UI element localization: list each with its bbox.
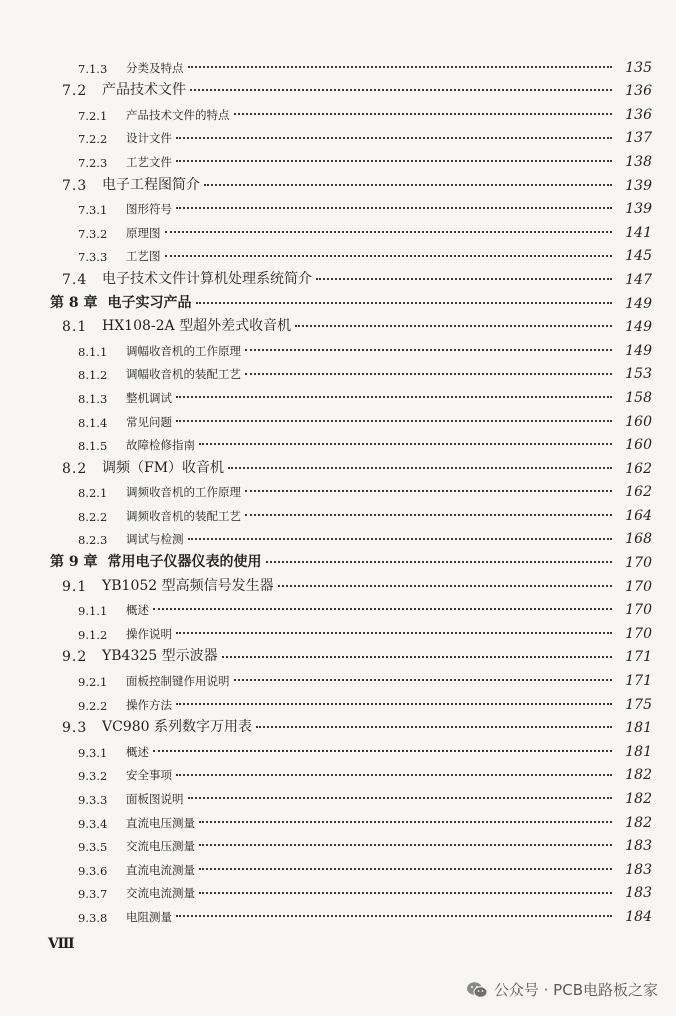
toc-entry-title: 图形符号 [126, 202, 172, 217]
toc-entry-title: 调幅收音机的装配工艺 [126, 367, 241, 382]
dot-leader [176, 160, 612, 162]
toc-entry[interactable] [0, 736, 676, 760]
toc-entry-title: 分类及特点 [126, 60, 184, 75]
toc-entry-number: 7.3 [62, 177, 88, 194]
toc-entry-number: 第 9 章 [50, 554, 98, 571]
toc-entry-page: 171 [625, 673, 652, 690]
toc-entry-page: 138 [625, 153, 652, 170]
toc-entry-title: 概述 [126, 603, 149, 618]
toc-entry-title: HX108-2A 型超外差式收音机 [102, 318, 292, 335]
dot-leader [245, 490, 612, 492]
toc-entry[interactable] [0, 335, 676, 359]
toc-entry-title: VC980 系列数字万用表 [102, 719, 252, 736]
toc-entry-number: 9.2.2 [78, 698, 108, 713]
dot-leader [234, 113, 613, 115]
dot-leader [190, 89, 612, 91]
toc-entry-number: 9.1.2 [78, 627, 108, 642]
toc-entry-number: 7.3.1 [78, 203, 108, 218]
toc-entry-number: 8.2.3 [78, 533, 108, 548]
toc-entry-page: 162 [625, 484, 652, 501]
toc-entry-title: 整机调试 [126, 390, 172, 405]
toc-entry[interactable] [0, 524, 676, 548]
toc-entry-page: 139 [625, 177, 652, 194]
toc-entry-page: 182 [625, 791, 652, 807]
toc-entry[interactable] [0, 689, 676, 713]
toc-entry[interactable] [0, 194, 676, 218]
dot-leader [245, 514, 612, 516]
toc-entry-page: 183 [625, 838, 652, 855]
toc-entry-title: 交流电流测量 [126, 886, 195, 901]
toc-entry-title: 设计文件 [126, 131, 172, 146]
toc-entry-title: 工艺图 [126, 249, 161, 264]
toc-entry-number: 8.2.1 [78, 486, 108, 501]
dot-leader [176, 774, 612, 776]
dot-leader [199, 868, 612, 870]
watermark-text: 公众号 · PCB电路板之家 [493, 981, 658, 999]
dot-leader [222, 656, 612, 658]
toc-entry[interactable] [0, 783, 676, 807]
toc-entry-title: YB4325 型示波器 [102, 648, 218, 665]
toc-entry[interactable] [0, 453, 676, 477]
toc-entry-page: 183 [625, 861, 652, 878]
toc-entry[interactable] [0, 760, 676, 784]
dot-leader [266, 561, 613, 563]
toc-entry-title: 产品技术文件 [102, 82, 186, 99]
dot-leader [256, 726, 612, 728]
toc-entry[interactable] [0, 878, 676, 902]
toc-entry-number: 7.2.1 [78, 108, 108, 123]
dot-leader [199, 892, 612, 894]
watermark [466, 979, 658, 1000]
toc-entry-title: 电子技术文件计算机处理系统简介 [102, 270, 312, 287]
toc-entry-title: 电阻测量 [126, 909, 172, 924]
toc-entry[interactable] [0, 312, 676, 336]
toc-entry-number: 9.3 [62, 720, 88, 737]
toc-entry-page: 162 [625, 460, 652, 477]
dot-leader [188, 797, 613, 799]
toc-entry-title: 调试与检测 [126, 532, 184, 547]
toc-entry-number: 8.1.5 [78, 439, 108, 454]
dot-leader [188, 538, 613, 540]
page-number-roman: Ⅷ [48, 936, 74, 952]
toc-entry-page: 175 [625, 696, 652, 713]
toc-entry-page: 149 [625, 295, 652, 312]
toc-entry[interactable] [0, 123, 676, 147]
toc-entry-number: 7.3.2 [78, 226, 108, 241]
dot-leader [176, 703, 612, 705]
toc-entry[interactable] [0, 217, 676, 241]
toc-entry-page: 168 [625, 531, 652, 548]
dot-leader [188, 66, 613, 68]
toc-entry-title: 直流电流测量 [126, 862, 195, 877]
toc-entry-title: 面板控制键作用说明 [126, 674, 230, 689]
dot-leader [295, 325, 612, 327]
toc-entry-number: 8.1.4 [78, 415, 108, 430]
toc-entry-number: 7.3.3 [78, 250, 108, 265]
toc-entry[interactable] [0, 359, 676, 383]
toc-entry-title: 概述 [126, 744, 149, 759]
dot-leader [153, 608, 612, 610]
toc-entry[interactable] [0, 901, 676, 925]
toc-entry-title: 工艺文件 [126, 154, 172, 169]
toc-entry-page: 136 [625, 106, 652, 123]
toc-entry[interactable] [0, 477, 676, 501]
toc-entry-number: 9.1.1 [78, 604, 108, 619]
toc-entry-number: 8.1.2 [78, 368, 108, 383]
toc-entry-number: 9.2 [62, 649, 88, 666]
toc-entry-page: 158 [625, 389, 652, 406]
toc-entry-page: 170 [625, 602, 652, 619]
toc-entry-page: 181 [625, 743, 652, 760]
toc-entry-number: 9.3.7 [78, 887, 108, 902]
toc-entry-page: 153 [625, 366, 652, 383]
toc-entry-number: 9.3.6 [78, 863, 108, 878]
toc-entry[interactable] [0, 642, 676, 666]
toc-entry-title: 故障检修指南 [126, 438, 195, 453]
toc-entry-page: 181 [625, 720, 652, 737]
toc-entry-page: 160 [625, 437, 652, 454]
toc-entry[interactable] [0, 713, 676, 737]
dot-leader [316, 278, 612, 280]
toc-entry-title: YB1052 型高频信号发生器 [102, 577, 274, 594]
toc-entry[interactable] [0, 665, 676, 689]
toc-entry-number: 9.3.3 [78, 793, 108, 807]
toc-entry-page: 149 [625, 342, 652, 359]
toc-entry-page: 182 [625, 814, 652, 831]
dot-leader [176, 420, 612, 422]
dot-leader [176, 137, 612, 139]
toc-entry-page: 182 [625, 767, 652, 784]
toc-entry-number: 7.2.2 [78, 132, 108, 147]
dot-leader [176, 915, 612, 917]
toc-entry[interactable] [0, 807, 676, 831]
toc-entry-page: 164 [625, 507, 652, 524]
toc-entry-number: 9.3.1 [78, 745, 108, 760]
toc-entry-number: 9.3.8 [78, 910, 108, 925]
toc-entry-number: 9.3.5 [78, 840, 108, 855]
wechat-icon [466, 981, 488, 999]
dot-leader [228, 467, 612, 469]
toc-entry-title: 直流电压测量 [126, 815, 195, 830]
toc-entry[interactable] [0, 288, 676, 312]
toc-entry-number: 8.1 [62, 319, 88, 336]
toc-entry-title: 操作方法 [126, 697, 172, 712]
toc-entry-page: 141 [625, 224, 652, 241]
toc-entry[interactable] [0, 76, 676, 100]
toc-entry-page: 147 [625, 271, 652, 288]
dot-leader [196, 302, 613, 304]
toc-entry-page: 135 [625, 59, 652, 76]
dot-leader [199, 844, 612, 846]
toc-entry-number: 第 8 章 [50, 294, 98, 311]
dot-leader [204, 184, 612, 186]
toc-entry-page: 170 [625, 555, 652, 572]
toc-entry-number: 7.1.3 [78, 61, 108, 76]
toc-entry-number: 8.1.3 [78, 391, 108, 406]
dot-leader [176, 396, 612, 398]
toc-entry[interactable] [0, 382, 676, 406]
dot-leader [176, 632, 612, 634]
toc-entry[interactable] [0, 241, 676, 265]
toc-entry-number: 9.1 [62, 578, 88, 595]
toc-entry-page: 149 [625, 319, 652, 336]
toc-entry-number: 9.3.4 [78, 816, 108, 831]
toc-entry-page: 160 [625, 413, 652, 430]
toc-entry[interactable] [0, 854, 676, 878]
toc-entry[interactable] [0, 99, 676, 123]
toc-entry-title: 电子工程图简介 [102, 176, 200, 193]
toc-entry-page: 137 [625, 130, 652, 147]
dot-leader [153, 750, 612, 752]
toc-entry-number: 7.2 [62, 83, 88, 100]
toc-entry[interactable] [0, 52, 676, 76]
toc-entry-number: 8.1.1 [78, 344, 108, 359]
toc-entry-title: 常见问题 [126, 414, 172, 429]
dot-leader [234, 679, 613, 681]
dot-leader [176, 207, 612, 209]
dot-leader [165, 231, 613, 233]
toc-entry-number: 9.3.2 [78, 769, 108, 784]
toc-entry-title: 调幅收音机的工作原理 [126, 343, 241, 358]
toc-entry-number: 7.2.3 [78, 155, 108, 170]
toc-entry-title: 操作说明 [126, 626, 172, 641]
dot-leader [199, 443, 612, 445]
table-of-contents [0, 52, 676, 925]
toc-entry-title: 常用电子仪器仪表的使用 [107, 554, 262, 571]
toc-entry-title: 调频收音机的装配工艺 [126, 508, 241, 523]
toc-entry-title: 调频（FM）收音机 [102, 459, 225, 476]
toc-entry-page: 171 [625, 649, 652, 666]
dot-leader [199, 821, 612, 823]
toc-entry[interactable] [0, 547, 676, 571]
toc-entry-page: 170 [625, 625, 652, 642]
toc-entry-title: 原理图 [126, 225, 161, 240]
toc-entry[interactable] [0, 430, 676, 454]
toc-entry-number: 8.2 [62, 460, 88, 477]
toc-entry-page: 139 [625, 201, 652, 218]
toc-entry[interactable] [0, 618, 676, 642]
toc-entry-page: 183 [625, 885, 652, 902]
toc-entry[interactable] [0, 831, 676, 855]
toc-entry[interactable] [0, 406, 676, 430]
toc-entry[interactable] [0, 146, 676, 170]
toc-entry-number: 8.2.2 [78, 509, 108, 524]
dot-leader [245, 349, 612, 351]
toc-entry-number: 7.4 [62, 271, 88, 288]
dot-leader [245, 373, 612, 375]
toc-entry-title: 交流电压测量 [126, 839, 195, 854]
toc-entry-title: 安全事项 [126, 768, 172, 783]
toc-entry[interactable] [0, 170, 676, 194]
toc-entry[interactable] [0, 571, 676, 595]
toc-entry-page: 136 [625, 83, 652, 100]
toc-entry-title: 产品技术文件的特点 [126, 107, 230, 122]
toc-entry[interactable] [0, 264, 676, 288]
toc-entry-title: 面板图说明 [126, 792, 184, 806]
toc-entry-page: 184 [625, 908, 652, 925]
toc-entry-number: 9.2.1 [78, 675, 108, 690]
toc-entry-page: 145 [625, 248, 652, 265]
dot-leader [165, 255, 613, 257]
toc-entry[interactable] [0, 500, 676, 524]
dot-leader [278, 585, 612, 587]
toc-entry-title: 调频收音机的工作原理 [126, 485, 241, 500]
toc-entry[interactable] [0, 595, 676, 619]
toc-entry-page: 170 [625, 578, 652, 595]
toc-entry-title: 电子实习产品 [107, 294, 192, 311]
